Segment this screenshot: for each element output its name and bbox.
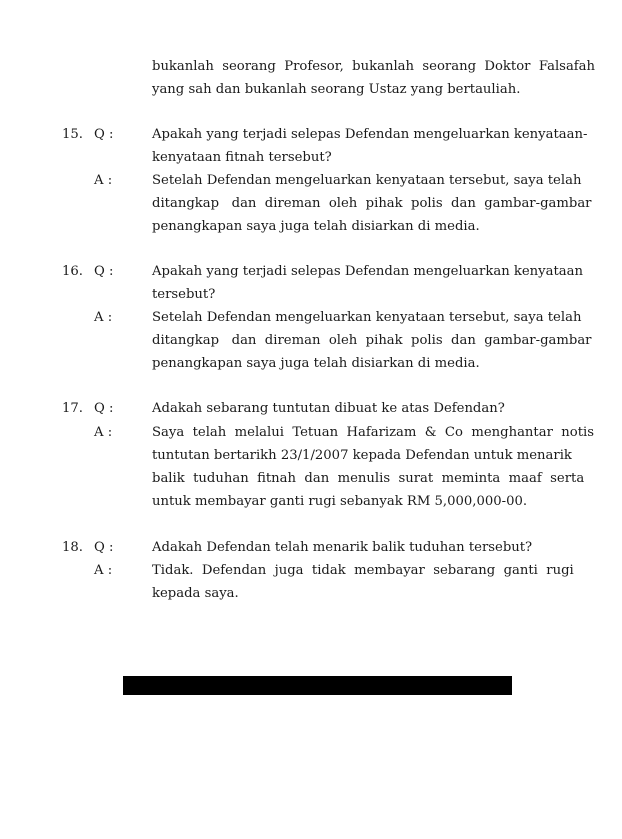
entry-16-a-label: A : — [94, 310, 113, 325]
entry-16-answer-line-3: penangkapan saya juga telah disiarkan di media. — [152, 356, 480, 371]
entry-15-number: 15. — [62, 127, 83, 142]
entry-17-q-label: Q : — [94, 401, 114, 416]
entry-17-number: 17. — [62, 401, 83, 416]
entry-15-answer-line-1: Setelah Defendan mengeluarkan kenyataan tersebut, saya telah — [152, 173, 582, 188]
entry-18-question-line-1: Adakah Defendan telah menarik balik tuduhan tersebut? — [152, 540, 533, 555]
entry-16-number: 16. — [62, 264, 83, 279]
redaction-bar — [123, 676, 512, 695]
entry-18-a-label: A : — [94, 563, 113, 578]
entry-15-answer-line-3: penangkapan saya juga telah disiarkan di media. — [152, 219, 480, 234]
entry-15-a-label: A : — [94, 173, 113, 188]
entry-15-answer-line-2: ditangkap dan direman oleh pihak polis dan gambar-gambar — [152, 196, 592, 211]
continuation-line-1: bukanlah seorang Profesor, bukanlah seorang Doktor Falsafah — [152, 59, 596, 74]
entry-18-answer-line-2: kepada saya. — [152, 586, 239, 601]
entry-16-answer-line-2: ditangkap dan direman oleh pihak polis dan gambar-gambar — [152, 333, 592, 348]
entry-15-question-line-1: Apakah yang terjadi selepas Defendan mengeluarkan kenyataan- — [152, 127, 588, 142]
entry-16-question-line-1: Apakah yang terjadi selepas Defendan mengeluarkan kenyataan — [152, 264, 584, 279]
entry-17-answer-line-2: tuntutan bertarikh 23/1/2007 kepada Defendan untuk menarik — [152, 448, 572, 463]
entry-15-q-label: Q : — [94, 127, 114, 142]
continuation-line-2: yang sah dan bukanlah seorang Ustaz yang bertauliah. — [152, 82, 521, 97]
entry-17-answer-line-1: Saya telah melalui Tetuan Hafarizam & Co menghantar notis — [152, 425, 594, 440]
entry-17-question-line-1: Adakah sebarang tuntutan dibuat ke atas Defendan? — [152, 401, 505, 416]
entry-18-answer-line-1: Tidak. Defendan juga tidak membayar sebarang ganti rugi — [152, 563, 574, 578]
entry-15-question-line-2: kenyataan fitnah tersebut? — [152, 150, 332, 165]
entry-16-answer-line-1: Setelah Defendan mengeluarkan kenyataan tersebut, saya telah — [152, 310, 582, 325]
entry-16-question-line-2: tersebut? — [152, 287, 216, 302]
entry-17-answer-line-4: untuk membayar ganti rugi sebanyak RM 5,000,000-00. — [152, 494, 528, 509]
entry-18-number: 18. — [62, 540, 83, 555]
entry-17-a-label: A : — [94, 425, 113, 440]
entry-16-q-label: Q : — [94, 264, 114, 279]
entry-17-answer-line-3: balik tuduhan fitnah dan menulis surat meminta maaf serta — [152, 471, 585, 486]
entry-18-q-label: Q : — [94, 540, 114, 555]
